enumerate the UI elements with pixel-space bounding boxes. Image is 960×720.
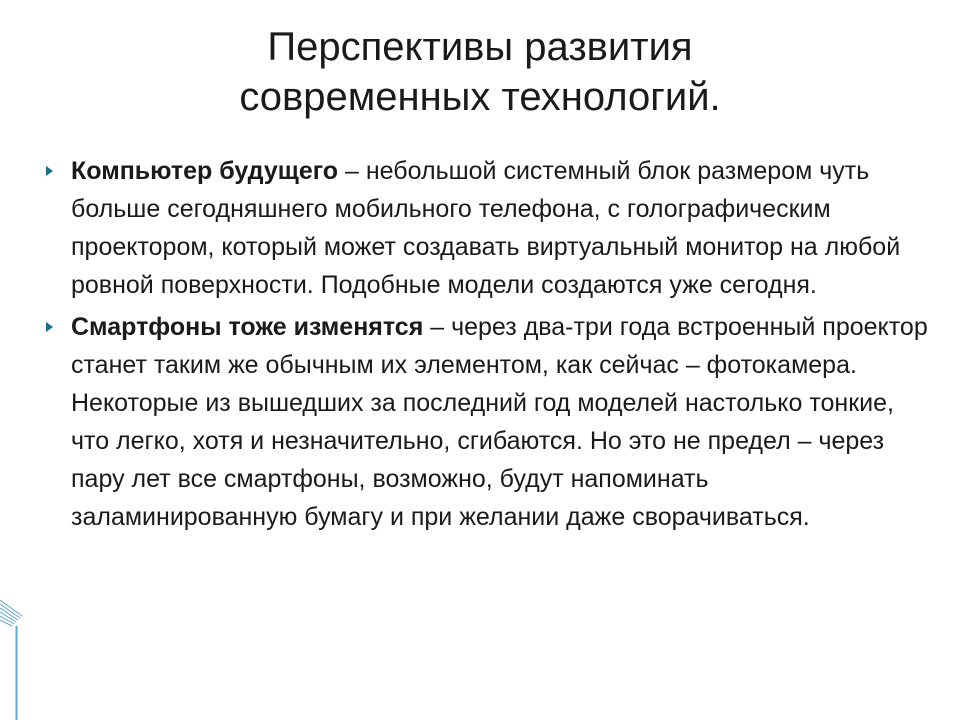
bullet-item-smartphones (40, 308, 935, 536)
slide-title (60, 22, 900, 122)
bullet-arrow-icon (46, 166, 53, 176)
title-line-2: современных технологий. (239, 75, 721, 119)
corner-decoration (0, 560, 60, 720)
bullet-arrow-icon (46, 322, 53, 332)
title-line-1: Перспективы развития (267, 25, 693, 69)
bullet-text: – небольшой системный блок размером чуть больше сегодняшнего мобильного телефона, с голографическим проектором, который может создавать виртуальный монитор на любой ровной поверхности. Подобные модели создаются уже сегодня. (71, 157, 901, 299)
bullet-text: – через два-три года встроенный проектор станет таким же обычным их элементом, как сейчас – фотокамера. Некоторые из вышедших за последний год моделей настолько тонкие, что легко, хотя и незначительно, сгибаются. Но это не предел – через пару лет все смартфоны, возможно, будут напоминать заламинированную бумагу и при желании даже сворачиваться. (71, 313, 928, 531)
bullet-list (40, 152, 935, 540)
bullet-term: Смартфоны тоже изменятся (71, 313, 424, 341)
bullet-item-future-computer (40, 152, 935, 304)
bullet-term: Компьютер будущего (71, 157, 339, 185)
